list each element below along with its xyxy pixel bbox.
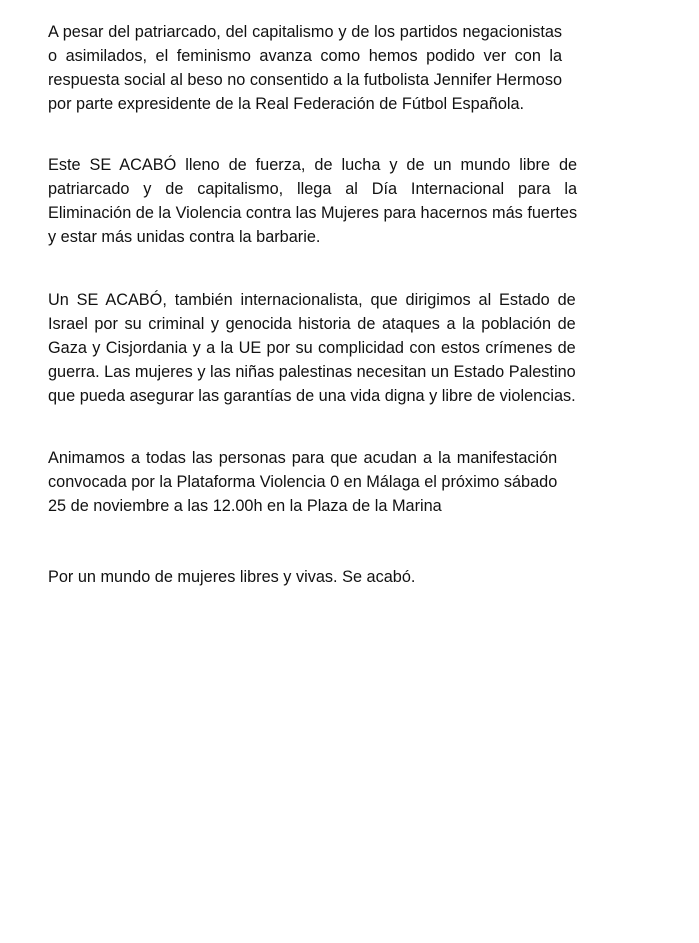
text-line: A pesar del patriarcado, del capitalismo y de los partidos negacionistas xyxy=(48,23,563,41)
text-line: Por un mundo de mujeres libres y vivas. Se acabó. xyxy=(48,568,416,586)
paragraph-intro xyxy=(48,20,562,116)
text-line: Eliminación de la Violencia contra las Mujeres para hacernos más fuertes xyxy=(48,204,578,222)
text-line: por parte expresidente de la Real Federación de Fútbol Española. xyxy=(48,95,525,113)
text-line: patriarcado y de capitalismo, llega al Día Internacional para la xyxy=(48,180,578,198)
paragraph-closing xyxy=(48,565,415,589)
text-line: que pueda asegurar las garantías de una vida digna y libre de violencias. xyxy=(48,387,576,405)
paragraph-manifestacion xyxy=(48,446,557,518)
text-line: Gaza y Cisjordania y a la UE por su complicidad con estos crímenes de xyxy=(48,339,576,357)
text-line: Animamos a todas las personas para que acudan a la manifestación xyxy=(48,449,558,467)
text-line: guerra. Las mujeres y las niñas palestinas necesitan un Estado Palestino xyxy=(48,363,576,381)
text-line: convocada por la Plataforma Violencia 0 en Málaga el próximo sábado xyxy=(48,473,558,491)
text-line: Un SE ACABÓ, también internacionalista, que dirigimos al Estado de xyxy=(48,291,576,309)
text-line: Israel por su criminal y genocida historia de ataques a la población de xyxy=(48,315,576,333)
paragraph-se-acabo xyxy=(48,153,577,249)
text-line: respuesta social al beso no consentido a la futbolista Jennifer Hermoso xyxy=(48,71,563,89)
text-line: 25 de noviembre a las 12.00h en la Plaza de la Marina xyxy=(48,497,442,515)
text-line: Este SE ACABÓ lleno de fuerza, de lucha y de un mundo libre de xyxy=(48,156,578,174)
paragraph-internacionalista xyxy=(48,288,576,408)
text-line: o asimilados, el feminismo avanza como hemos podido ver con la xyxy=(48,47,563,65)
text-line: y estar más unidas contra la barbarie. xyxy=(48,228,321,246)
